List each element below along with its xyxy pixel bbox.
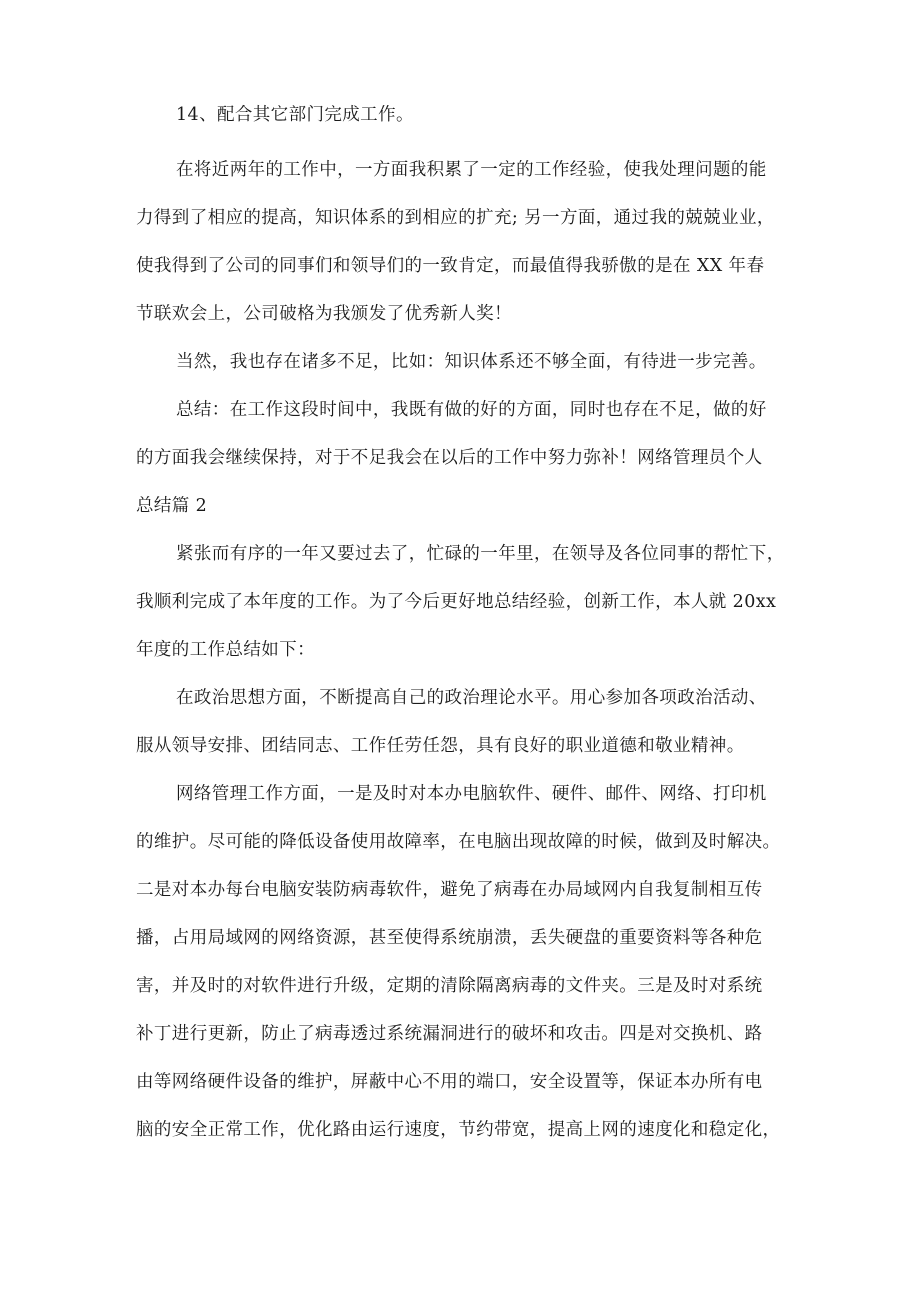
text-line: 二是对本办每台电脑安装防病毒软件，避免了病毒在办局域网内自我复制相互传 [136, 880, 763, 900]
text-line: 服从领导安排、团结同志、工作任劳任怨，具有良好的职业道德和敬业精神。 [136, 736, 745, 756]
text-line: 使我得到了公司的同事们和领导们的一致肯定，而最值得我骄傲的是在 XX 年春 [136, 256, 765, 276]
text-line: 害，并及时的对软件进行升级，定期的清除隔离病毒的文件夹。三是及时对系统 [136, 976, 763, 996]
text-line: 脑的安全正常工作，优化路由运行速度，节约带宽，提高上网的速度化和稳定化， [136, 1120, 781, 1140]
text-line: 总结：在工作这段时间中，我既有做的好的方面，同时也存在不足，做的好 [176, 400, 767, 420]
text-line: 播，占用局域网的网络资源，甚至使得系统崩溃，丢失硬盘的重要资料等各种危 [136, 928, 763, 948]
text-line: 网络管理工作方面，一是及时对本办电脑软件、硬件、邮件、网络、打印机 [176, 784, 767, 804]
text-line: 的维护。尽可能的降低设备使用故障率，在电脑出现故障的时候，做到及时解决。 [136, 832, 781, 852]
text-line: 我顺利完成了本年度的工作。为了今后更好地总结经验，创新工作，本人就 20xx [136, 592, 777, 612]
text-line: 补丁进行更新，防止了病毒透过系统漏洞进行的破坏和攻击。四是对交换机、路 [136, 1024, 763, 1044]
text-line: 年度的工作总结如下： [136, 640, 315, 660]
text-line: 力得到了相应的提高，知识体系的到相应的扩充; 另一方面，通过我的兢兢业业， [136, 208, 775, 228]
text-line: 的方面我会继续保持，对于不足我会在以后的工作中努力弥补！网络管理员个人 [136, 448, 763, 468]
text-line: 总结篇 2 [136, 496, 208, 516]
text-line: 14、配合其它部门完成工作。 [176, 105, 414, 125]
text-line: 当然，我也存在诸多不足，比如：知识体系还不够全面，有待进一步完善。 [176, 352, 767, 372]
text-line: 紧张而有序的一年又要过去了，忙碌的一年里，在领导及各位同事的帮忙下， [176, 544, 785, 564]
text-line: 在政治思想方面，不断提高自己的政治理论水平。用心参加各项政治活动、 [176, 688, 767, 708]
text-line: 在将近两年的工作中，一方面我积累了一定的工作经验，使我处理问题的能 [176, 160, 767, 180]
text-line: 由等网络硬件设备的维护，屏蔽中心不用的端口，安全设置等，保证本办所有电 [136, 1072, 763, 1092]
text-line: 节联欢会上，公司破格为我颁发了优秀新人奖！ [136, 304, 512, 324]
